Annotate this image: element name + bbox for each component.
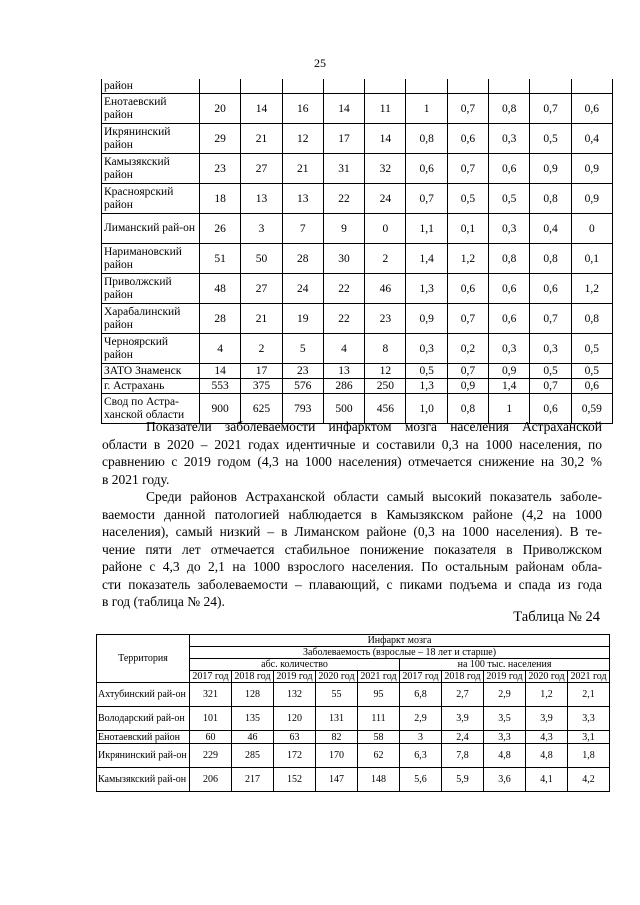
- territory-name: Харабалинский район: [102, 304, 200, 334]
- value-cell: 0,9: [530, 154, 571, 184]
- table-row: [102, 154, 613, 184]
- value-cell: [282, 79, 323, 94]
- text-line: Среди районов Астраханской области самый высокий показатель заболе-: [146, 489, 602, 504]
- value-cell: 1,2: [526, 683, 568, 707]
- value-cell: 0,4: [571, 124, 612, 154]
- value-cell: 0,3: [406, 334, 447, 364]
- table-row: [102, 334, 613, 364]
- rate-header: на 100 тыс. населения: [400, 659, 610, 671]
- value-cell: 1,2: [447, 244, 488, 274]
- value-cell: 1,0: [406, 394, 447, 424]
- value-cell: 206: [190, 768, 232, 792]
- text-line: Показатели заболеваемости инфарктом мозга населения Астраханской: [146, 419, 602, 434]
- value-cell: 13: [323, 364, 364, 379]
- value-cell: 5,9: [442, 768, 484, 792]
- value-cell: 0,6: [489, 274, 530, 304]
- text-line: сравнению с 2019 годом (4,3 на 1000 населения) отмечается снижение на 30,2 %: [102, 454, 602, 469]
- table-row: [102, 274, 613, 304]
- value-cell: 19: [282, 304, 323, 334]
- territory-name: Володарский рай-он: [97, 707, 190, 731]
- value-cell: 1,3: [406, 274, 447, 304]
- value-cell: 1,4: [489, 379, 530, 394]
- table-row: [97, 768, 610, 792]
- value-cell: 11: [365, 94, 406, 124]
- value-cell: 625: [241, 394, 282, 424]
- value-cell: 3,1: [568, 731, 610, 744]
- value-cell: 0,7: [447, 364, 488, 379]
- territory-name: Красноярский район: [102, 184, 200, 214]
- table-row: [102, 184, 613, 214]
- value-cell: 5,6: [400, 768, 442, 792]
- table-row: [102, 214, 613, 244]
- value-cell: [406, 79, 447, 94]
- text-line: ваемости данной патологией наблюдается в Камызякском районе (4,2 на 1000: [102, 506, 602, 522]
- value-cell: 0,4: [530, 214, 571, 244]
- year-header: 2019 год: [484, 671, 526, 683]
- year-header: 2019 год: [274, 671, 316, 683]
- value-cell: 321: [190, 683, 232, 707]
- value-cell: 51: [200, 244, 241, 274]
- value-cell: 2,1: [568, 683, 610, 707]
- value-cell: 8: [365, 334, 406, 364]
- value-cell: 2,9: [484, 683, 526, 707]
- value-cell: 22: [323, 304, 364, 334]
- value-cell: 456: [365, 394, 406, 424]
- value-cell: [323, 79, 364, 94]
- year-header: 2018 год: [442, 671, 484, 683]
- territory-name: Енотаевский район: [97, 731, 190, 744]
- value-cell: 131: [316, 707, 358, 731]
- value-cell: 22: [323, 184, 364, 214]
- value-cell: 0,6: [571, 379, 612, 394]
- year-header: 2017 год: [190, 671, 232, 683]
- value-cell: [365, 79, 406, 94]
- table-row: [102, 79, 613, 94]
- paragraph-2: [102, 488, 602, 611]
- value-cell: 14: [323, 94, 364, 124]
- territory-header: Территория: [97, 635, 190, 683]
- value-cell: 13: [282, 184, 323, 214]
- text-line: области в 2020 – 2021 годах идентичные и составили 0,3 на 1000 населения, по: [102, 436, 602, 452]
- value-cell: 4,8: [484, 744, 526, 768]
- value-cell: 0,9: [447, 379, 488, 394]
- value-cell: 4,8: [526, 744, 568, 768]
- incidence-header: Заболеваемость (взрослые – 18 лет и старше): [190, 647, 610, 659]
- value-cell: 576: [282, 379, 323, 394]
- table-row: [97, 744, 610, 768]
- value-cell: 132: [274, 683, 316, 707]
- value-cell: 24: [365, 184, 406, 214]
- value-cell: 29: [200, 124, 241, 154]
- value-cell: 4,3: [526, 731, 568, 744]
- value-cell: 101: [190, 707, 232, 731]
- incidence-table-continued: [101, 79, 613, 424]
- value-cell: 0,6: [489, 304, 530, 334]
- value-cell: 3,3: [568, 707, 610, 731]
- text-line: населения), самый низкий – в Лиманском районе (0,3 на 1000 населения). В те-: [102, 524, 602, 539]
- value-cell: 0,7: [530, 379, 571, 394]
- value-cell: 172: [274, 744, 316, 768]
- value-cell: 23: [282, 364, 323, 379]
- value-cell: 31: [323, 154, 364, 184]
- value-cell: 7,8: [442, 744, 484, 768]
- value-cell: 286: [323, 379, 364, 394]
- value-cell: 0,8: [489, 244, 530, 274]
- value-cell: 23: [200, 154, 241, 184]
- value-cell: 1: [489, 394, 530, 424]
- value-cell: 0,3: [489, 334, 530, 364]
- value-cell: 17: [241, 364, 282, 379]
- value-cell: 152: [274, 768, 316, 792]
- paragraph-1: [102, 418, 602, 488]
- value-cell: 62: [358, 744, 400, 768]
- table-row: [102, 379, 613, 394]
- value-cell: 3,3: [484, 731, 526, 744]
- value-cell: 0,8: [571, 304, 612, 334]
- value-cell: 14: [365, 124, 406, 154]
- value-cell: 21: [282, 154, 323, 184]
- value-cell: 20: [200, 94, 241, 124]
- value-cell: 375: [241, 379, 282, 394]
- value-cell: 6,8: [400, 683, 442, 707]
- value-cell: 3,9: [442, 707, 484, 731]
- value-cell: 2: [365, 244, 406, 274]
- value-cell: 32: [365, 154, 406, 184]
- value-cell: 0,6: [489, 154, 530, 184]
- value-cell: 2: [241, 334, 282, 364]
- value-cell: 2,4: [442, 731, 484, 744]
- text-line: в 2021 году.: [102, 471, 170, 487]
- value-cell: 7: [282, 214, 323, 244]
- value-cell: 13: [241, 184, 282, 214]
- value-cell: 0,3: [489, 124, 530, 154]
- territory-name: г. Астрахань: [102, 379, 200, 394]
- value-cell: 12: [365, 364, 406, 379]
- value-cell: 0,3: [530, 334, 571, 364]
- value-cell: 0,7: [406, 184, 447, 214]
- territory-name: Наримановский район: [102, 244, 200, 274]
- territory-name: Черноярский район: [102, 334, 200, 364]
- value-cell: 500: [323, 394, 364, 424]
- value-cell: [571, 79, 612, 94]
- value-cell: 0,9: [571, 184, 612, 214]
- stroke-incidence-table: [96, 634, 610, 792]
- value-cell: 82: [316, 731, 358, 744]
- value-cell: 1,8: [568, 744, 610, 768]
- value-cell: 0,5: [489, 184, 530, 214]
- text-line: чение пяти лет отмечается стабильное понижение показателя в Приволжском: [102, 541, 602, 557]
- year-header: 2018 год: [232, 671, 274, 683]
- table-row: [102, 304, 613, 334]
- value-cell: 12: [282, 124, 323, 154]
- value-cell: [530, 79, 571, 94]
- value-cell: 0,7: [447, 304, 488, 334]
- table-row: [102, 364, 613, 379]
- table-row: [97, 683, 610, 707]
- value-cell: 5: [282, 334, 323, 364]
- value-cell: 14: [241, 94, 282, 124]
- value-cell: 120: [274, 707, 316, 731]
- value-cell: 0,6: [447, 274, 488, 304]
- value-cell: 3,6: [484, 768, 526, 792]
- territory-name: Икрянинский рай-он: [97, 744, 190, 768]
- value-cell: 1,4: [406, 244, 447, 274]
- value-cell: 60: [190, 731, 232, 744]
- table-row: [102, 124, 613, 154]
- territory-name: Лиманский рай-он: [102, 214, 200, 244]
- value-cell: 2,9: [400, 707, 442, 731]
- table-row: [97, 707, 610, 731]
- value-cell: 63: [274, 731, 316, 744]
- value-cell: [447, 79, 488, 94]
- table-caption: Таблица № 24: [513, 609, 600, 625]
- value-cell: 229: [190, 744, 232, 768]
- value-cell: 4: [323, 334, 364, 364]
- value-cell: 21: [241, 124, 282, 154]
- value-cell: 170: [316, 744, 358, 768]
- value-cell: 4: [200, 334, 241, 364]
- value-cell: 6,3: [400, 744, 442, 768]
- value-cell: 14: [200, 364, 241, 379]
- value-cell: 3,9: [526, 707, 568, 731]
- page-number: 25: [314, 56, 326, 70]
- value-cell: 50: [241, 244, 282, 274]
- value-cell: 1,1: [406, 214, 447, 244]
- value-cell: 0,5: [571, 334, 612, 364]
- value-cell: 0,6: [447, 124, 488, 154]
- value-cell: 9: [323, 214, 364, 244]
- value-cell: 0,6: [571, 94, 612, 124]
- year-header: 2020 год: [526, 671, 568, 683]
- value-cell: 16: [282, 94, 323, 124]
- value-cell: 0,5: [447, 184, 488, 214]
- value-cell: 148: [358, 768, 400, 792]
- value-cell: 0,3: [489, 214, 530, 244]
- value-cell: 793: [282, 394, 323, 424]
- disease-header: Инфаркт мозга: [190, 635, 610, 647]
- value-cell: 217: [232, 768, 274, 792]
- value-cell: 0,8: [447, 394, 488, 424]
- value-cell: 0,6: [530, 394, 571, 424]
- value-cell: 27: [241, 154, 282, 184]
- value-cell: [200, 79, 241, 94]
- value-cell: 3: [241, 214, 282, 244]
- value-cell: 0,7: [530, 94, 571, 124]
- value-cell: 18: [200, 184, 241, 214]
- text-line: районе с 4,3 до 2,1 на 1000 взрослого населения. По остальным районам обла-: [102, 559, 602, 574]
- territory-name: Свод по Астра-ханской области: [102, 394, 200, 424]
- value-cell: 0: [571, 214, 612, 244]
- territory-name: Камызякский район: [102, 154, 200, 184]
- table-row: [97, 731, 610, 744]
- value-cell: 0,7: [447, 94, 488, 124]
- value-cell: 1: [406, 94, 447, 124]
- year-header: 2017 год: [400, 671, 442, 683]
- value-cell: 128: [232, 683, 274, 707]
- value-cell: 28: [282, 244, 323, 274]
- territory-name: ЗАТО Знаменск: [102, 364, 200, 379]
- table-row: [102, 94, 613, 124]
- value-cell: 0,8: [530, 184, 571, 214]
- value-cell: 30: [323, 244, 364, 274]
- value-cell: 0,5: [571, 364, 612, 379]
- value-cell: 135: [232, 707, 274, 731]
- value-cell: 28: [200, 304, 241, 334]
- value-cell: 2,7: [442, 683, 484, 707]
- year-header: 2021 год: [568, 671, 610, 683]
- value-cell: 17: [323, 124, 364, 154]
- value-cell: [489, 79, 530, 94]
- value-cell: 0,9: [489, 364, 530, 379]
- table-row: [102, 244, 613, 274]
- territory-name: Камызякский рай-он: [97, 768, 190, 792]
- value-cell: 1,3: [406, 379, 447, 394]
- value-cell: 0,5: [530, 124, 571, 154]
- value-cell: 0,5: [406, 364, 447, 379]
- value-cell: 23: [365, 304, 406, 334]
- value-cell: 48: [200, 274, 241, 304]
- value-cell: 58: [358, 731, 400, 744]
- value-cell: 0,9: [571, 154, 612, 184]
- value-cell: 24: [282, 274, 323, 304]
- value-cell: 3: [400, 731, 442, 744]
- year-header: 2021 год: [358, 671, 400, 683]
- value-cell: 0,8: [530, 244, 571, 274]
- value-cell: 46: [365, 274, 406, 304]
- value-cell: 0,6: [406, 154, 447, 184]
- value-cell: 285: [232, 744, 274, 768]
- value-cell: 0,59: [571, 394, 612, 424]
- value-cell: 0,2: [447, 334, 488, 364]
- value-cell: [241, 79, 282, 94]
- value-cell: 111: [358, 707, 400, 731]
- value-cell: 1,2: [571, 274, 612, 304]
- territory-name: Приволжский район: [102, 274, 200, 304]
- value-cell: 0,1: [447, 214, 488, 244]
- value-cell: 553: [200, 379, 241, 394]
- value-cell: 0: [365, 214, 406, 244]
- value-cell: 0,7: [530, 304, 571, 334]
- value-cell: 147: [316, 768, 358, 792]
- value-cell: 0,7: [447, 154, 488, 184]
- text-line: в год (таблица № 24).: [102, 594, 225, 609]
- territory-name: район: [102, 79, 200, 94]
- value-cell: 27: [241, 274, 282, 304]
- value-cell: 95: [358, 683, 400, 707]
- value-cell: 26: [200, 214, 241, 244]
- value-cell: 0,8: [406, 124, 447, 154]
- text-line: сти показатель заболеваемости – плавающий, с пиками подъема и спада из года: [102, 576, 602, 592]
- value-cell: 46: [232, 731, 274, 744]
- value-cell: 3,5: [484, 707, 526, 731]
- value-cell: 250: [365, 379, 406, 394]
- value-cell: 0,5: [530, 364, 571, 379]
- territory-name: Енотаевский район: [102, 94, 200, 124]
- value-cell: 22: [323, 274, 364, 304]
- territory-name: Ахтубинский рай-он: [97, 683, 190, 707]
- value-cell: 0,8: [489, 94, 530, 124]
- value-cell: 900: [200, 394, 241, 424]
- territory-name: Икрянинский район: [102, 124, 200, 154]
- value-cell: 0,9: [406, 304, 447, 334]
- value-cell: 55: [316, 683, 358, 707]
- abs-count-header: абс. количество: [190, 659, 400, 671]
- value-cell: 4,1: [526, 768, 568, 792]
- value-cell: 0,6: [530, 274, 571, 304]
- year-header: 2020 год: [316, 671, 358, 683]
- value-cell: 4,2: [568, 768, 610, 792]
- value-cell: 21: [241, 304, 282, 334]
- value-cell: 0,1: [571, 244, 612, 274]
